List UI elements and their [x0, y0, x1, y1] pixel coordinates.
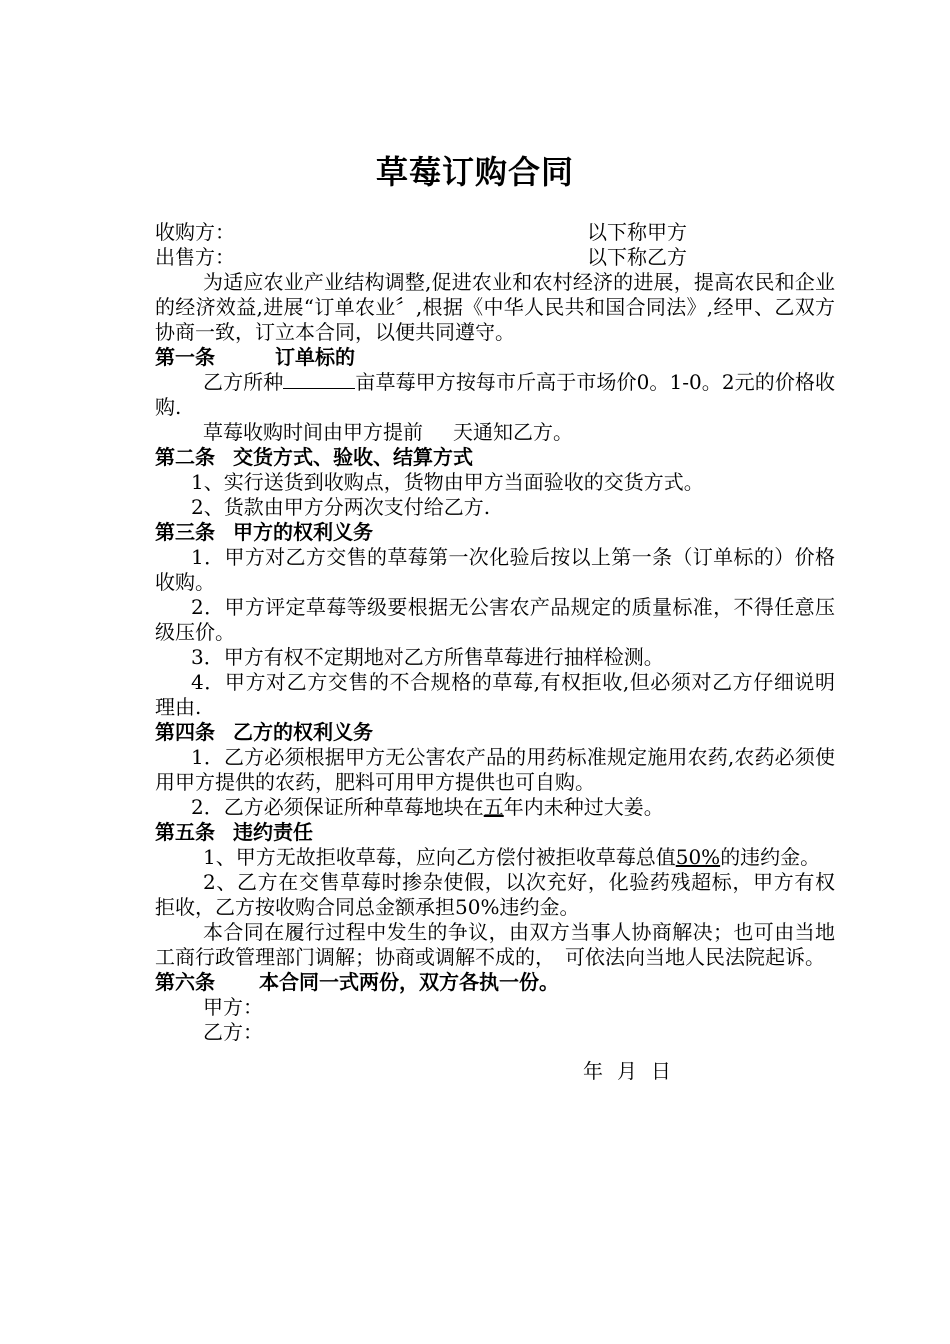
article-3-title: 甲方的权利义务: [233, 520, 373, 544]
article-3-item-1: 1．甲方对乙方交售的草莓第一次化验后按以上第一条（订单标的）价格收购。: [155, 545, 835, 594]
party-b-signature: 乙方：: [203, 1020, 263, 1044]
article-3-item-4: 4．甲方对乙方交售的不合规格的草莓,有权拒收,但必须对乙方仔细说明理由.: [155, 670, 835, 719]
article-2-item-1: 1、实行送货到收购点，货物由甲方当面验收的交货方式。: [191, 470, 704, 494]
article-5-title: 违约责任: [233, 820, 313, 844]
article-1-clause-2: [155, 420, 835, 445]
article-3-item-3: 3．甲方有权不定期地对乙方所售草莓进行抽样检测。: [191, 645, 664, 669]
penalty-percent: 50%: [675, 845, 721, 869]
years-value: 五: [483, 795, 504, 819]
dispute-clause: 本合同在履行过程中发生的争议，由双方当事人协商解决；也可由当地工商行政管理部门调解；协商或调解不成的， 可依法向当地人民法院起诉。: [155, 920, 835, 969]
article-2-item-2: 2、货款由甲方分两次支付给乙方.: [191, 495, 491, 519]
article-3-heading: [155, 520, 835, 545]
buyer-row: [155, 220, 835, 245]
seller-row: [155, 245, 835, 270]
article-6-number: 第六条: [155, 970, 215, 994]
document-title: 草莓订购合同: [375, 153, 574, 191]
acreage-blank: [283, 370, 355, 389]
article-4-title: 乙方的权利义务: [233, 720, 373, 744]
article-1-heading: [155, 345, 835, 370]
article-4-item-2: [155, 795, 835, 820]
article-4-item-1: 1．乙方必须根据甲方无公害农产品的用药标准规定施用农药,农药必须使用甲方提供的农药，肥料可用甲方提供也可自购。: [155, 745, 835, 794]
article-1-clause-1-end: 亩草莓甲方按每市斤高于市场价0。1-0。2元的价格收购.: [155, 370, 836, 419]
article-6-title: 本合同一式两份，双方各执一份。: [259, 970, 559, 994]
article-1-number: 第一条: [155, 345, 215, 369]
article-1-clause-2-end: 天通知乙方。: [453, 420, 573, 444]
seller-label: 出售方：: [155, 245, 235, 269]
article-4-item-2-end: 年内未种过大姜。: [503, 795, 664, 819]
article-5-item-2: 2、乙方在交售草莓时掺杂使假，以次充好，化验药残超标，甲方有权拒收，乙方按收购合同总金额承担50%违约金。: [155, 870, 835, 919]
article-5-heading: [155, 820, 835, 845]
article-5-item-1-end: 的违约金。: [720, 845, 821, 869]
preamble: 为适应农业产业结构调整,促进农业和农村经济的进展，提高农民和企业的经济效益,进展“订单农业〞,根据《中华人民共和国合同法》,经甲、乙双方协商一致，订立本合同，以便共同遵守。: [155, 270, 835, 344]
article-2-heading: [155, 445, 835, 470]
article-1-clause-2-start: 草莓收购时间由甲方提前: [203, 420, 423, 444]
article-1-clause-1-start: 乙方所种: [203, 370, 284, 394]
article-5-item-1-start: 1、甲方无故拒收草莓，应向乙方偿付被拒收草莓总值: [203, 845, 676, 869]
article-5-item-1: [155, 845, 835, 870]
article-4-item-2-start: 2．乙方必须保证所种草莓地块在: [191, 795, 484, 819]
buyer-label: 收购方：: [155, 220, 235, 244]
article-6-heading: [155, 970, 835, 995]
article-1-title: 订单标的: [275, 345, 355, 369]
signing-date: 年月日: [583, 1059, 685, 1083]
signing-date-row: [155, 1045, 835, 1085]
article-5-number: 第五条: [155, 820, 215, 844]
buyer-alias: 以下称甲方: [587, 220, 687, 244]
article-4-heading: [155, 720, 835, 745]
contract-body: [155, 220, 835, 1085]
party-a-signature: 甲方：: [203, 995, 263, 1019]
seller-alias: 以下称乙方: [587, 245, 687, 269]
article-3-number: 第三条: [155, 520, 215, 544]
article-4-number: 第四条: [155, 720, 215, 744]
article-2-number: 第二条: [155, 445, 215, 469]
article-2-title: 交货方式、验收、结算方式: [233, 445, 473, 469]
article-3-item-2: 2．甲方评定草莓等级要根据无公害农产品规定的质量标准，不得任意压级压价。: [155, 595, 835, 644]
article-1-clause-1: [155, 370, 835, 420]
